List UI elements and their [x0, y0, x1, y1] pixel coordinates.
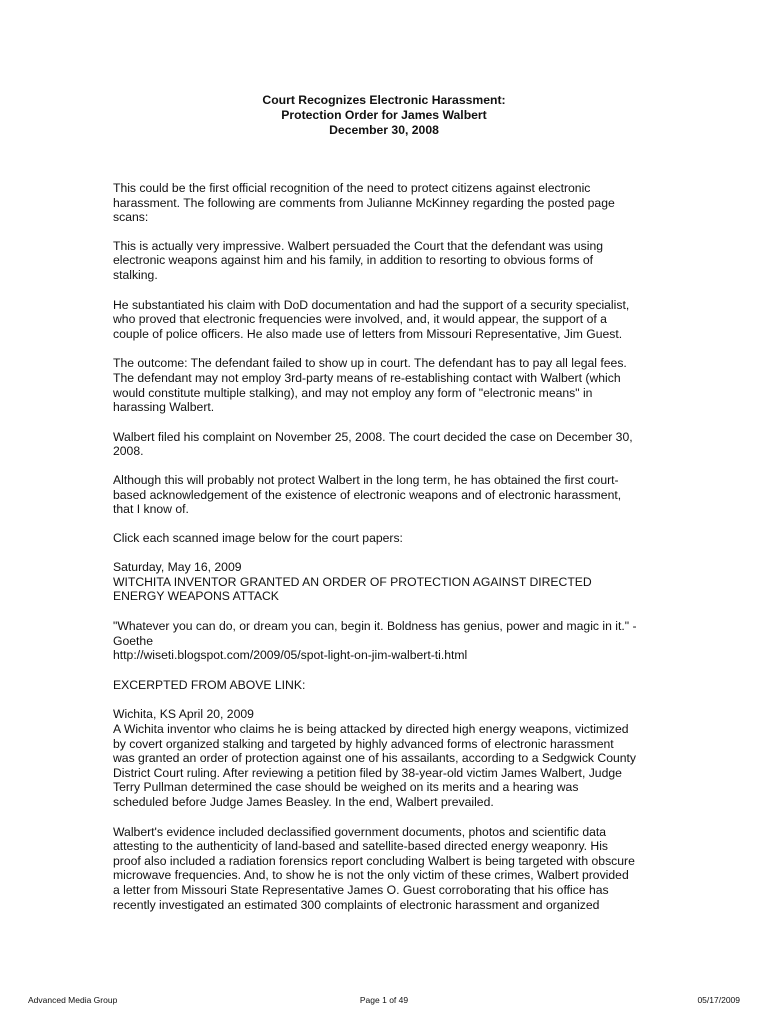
text-line: District Court ruling. After reviewing a petition filed by 38-year-old victim James Walbert, Judge: [113, 765, 622, 780]
text-line: 2008.: [113, 444, 144, 459]
text-line: EXCERPTED FROM ABOVE LINK:: [113, 677, 306, 692]
text-line: http://wiseti.blogspot.com/2009/05/spot-light-on-jim-walbert-ti.html: [113, 648, 468, 663]
text-line: proof also included a radiation forensics report concluding Walbert is being targeted with obscure: [113, 853, 635, 868]
text-line: Although this will probably not protect Walbert in the long term, he has obtained the first court-: [113, 472, 619, 487]
paragraph: [113, 473, 673, 517]
text-line: The defendant may not employ 3rd-party means of re-establishing contact with Walbert (which: [113, 370, 621, 385]
paragraph: [113, 298, 673, 342]
text-line: was granted an order of protection against one of his assailants, according to a Sedgwick County: [113, 751, 637, 766]
text-line: This is actually very impressive. Walbert persuaded the Court that the defendant was using: [113, 238, 603, 253]
title-date: December 30, 2008: [329, 123, 439, 137]
footer-page-number: Page 1 of 49: [359, 995, 409, 1005]
paragraph: [113, 707, 673, 809]
text-line: A Wichita inventor who claims he is being attacked by directed high energy weapons, victimized: [113, 722, 629, 737]
text-line: microwave frequencies. And, to show he is not the only victim of these crimes, Walbert provided: [113, 868, 629, 883]
text-line: who proved that electronic frequencies were involved, and, it would appear, the support of a: [113, 312, 607, 327]
text-line: Walbert filed his complaint on November 25, 2008. The court decided the case on December 30,: [113, 429, 633, 444]
footer-publisher: Advanced Media Group: [28, 995, 118, 1005]
text-line: a letter from Missouri State Representative James O. Guest corroborating that his office has: [113, 882, 609, 897]
paragraph: [113, 619, 673, 663]
text-line: based acknowledgement of the existence of electronic weapons and of electronic harassment,: [113, 487, 622, 502]
text-line: scheduled before Judge James Beasley. In the end, Walbert prevailed.: [113, 795, 494, 809]
paragraph: [113, 430, 673, 459]
title-line-1: Court Recognizes Electronic Harassment:: [262, 93, 506, 107]
text-line: Saturday, May 16, 2009: [113, 560, 242, 575]
text-line: The outcome: The defendant failed to show up in court. The defendant has to pay all legal fees.: [113, 356, 627, 371]
title-line-2: Protection Order for James Walbert: [281, 108, 487, 122]
paragraph: [113, 678, 673, 693]
text-line: Terry Pullman determined the case should be weighed on its merits and a hearing was: [113, 780, 579, 795]
text-line: would constitute multiple stalking), and may not employ any form of "electronic means" in: [113, 385, 593, 400]
text-line: by covert organized stalking and targeted by highly advanced forms of electronic harassment: [113, 736, 614, 751]
paragraph: [113, 239, 673, 283]
footer-date: 05/17/2009: [697, 995, 740, 1005]
document-header: [0, 93, 768, 138]
paragraph: [113, 181, 673, 225]
text-line: attesting to the authenticity of land-based and satellite-based directed energy weaponry. His: [113, 839, 609, 854]
text-line: electronic weapons against him and his family, in addition to resorting to obvious forms of: [113, 253, 594, 268]
text-line: harassing Walbert.: [113, 400, 215, 415]
text-line: harassment. The following are comments from Julianne McKinney regarding the posted page: [113, 195, 615, 210]
text-line: "Whatever you can do, or dream you can, begin it. Boldness has genius, power and magic in it." -: [113, 619, 637, 634]
text-line: that I know of.: [113, 502, 189, 517]
text-line: He substantiated his claim with DoD documentation and had the support of a security specialist,: [113, 297, 630, 312]
document-body: [113, 181, 673, 912]
text-line: Wichita, KS April 20, 2009: [113, 707, 254, 722]
text-line: Walbert's evidence included declassified government documents, photos and scientific data: [113, 824, 607, 839]
text-line: ENERGY WEAPONS ATTACK: [113, 589, 279, 604]
text-line: stalking.: [113, 267, 158, 282]
text-line: WITCHITA INVENTOR GRANTED AN ORDER OF PROTECTION AGAINST DIRECTED: [113, 574, 592, 589]
text-line: recently investigated an estimated 300 complaints of electronic harassment and organized: [113, 897, 600, 912]
text-line: Goethe: [113, 633, 153, 648]
text-line: Click each scanned image below for the court papers:: [113, 530, 403, 545]
paragraph: [113, 356, 673, 414]
paragraph: [113, 560, 673, 604]
paragraph: [113, 531, 673, 546]
paragraph: [113, 825, 673, 913]
text-line: couple of police officers. He also made use of letters from Missouri Representative, Jim Guest.: [113, 326, 623, 341]
text-line: scans:: [113, 210, 149, 225]
text-line: This could be the first official recognition of the need to protect citizens against electronic: [113, 181, 591, 195]
